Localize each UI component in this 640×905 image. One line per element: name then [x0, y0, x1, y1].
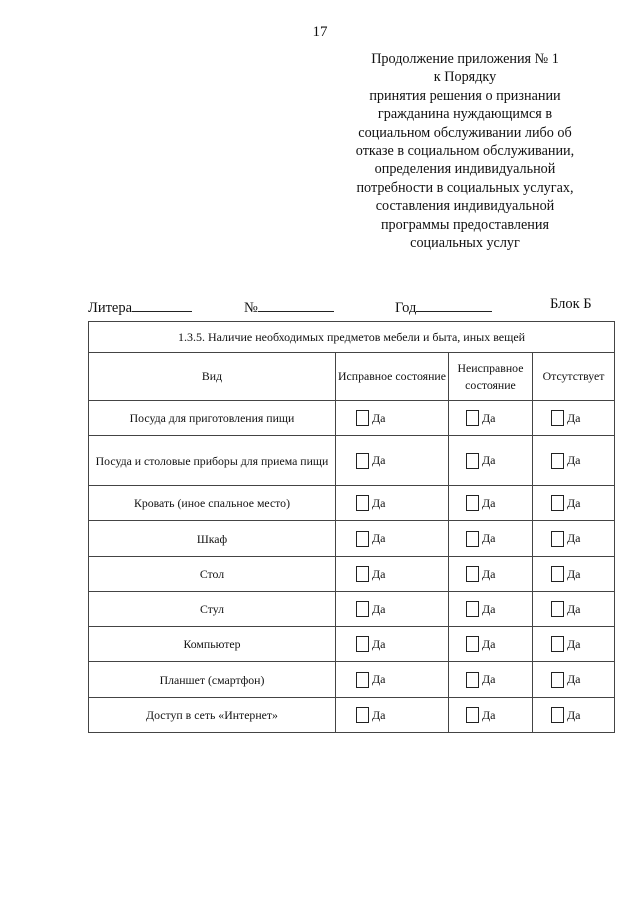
working-checkbox[interactable] — [356, 707, 369, 723]
table-row — [89, 592, 615, 627]
working-checkbox[interactable] — [356, 636, 369, 652]
checkbox-label: Да — [372, 636, 386, 651]
checkbox-label: Да — [482, 636, 496, 651]
checkbox-label: Да — [567, 453, 581, 467]
broken-option[interactable] — [449, 453, 532, 469]
absent-checkbox[interactable] — [551, 672, 564, 688]
cell-broken — [449, 557, 533, 592]
column-header-working: Исправное состояние — [336, 353, 449, 401]
working-option[interactable] — [336, 410, 448, 426]
absent-checkbox[interactable] — [551, 495, 564, 511]
row-item-name: Компьютер — [89, 627, 336, 662]
cell-working — [336, 521, 449, 557]
broken-option[interactable] — [449, 601, 532, 617]
cell-absent — [533, 557, 615, 592]
appendix-line: отказе в социальном обслуживании, — [355, 143, 575, 160]
column-header-kind: Вид — [89, 353, 336, 401]
appendix-line: социальном обслуживании либо об — [358, 124, 572, 141]
broken-checkbox[interactable] — [466, 707, 479, 723]
appendix-line: гражданина нуждающимся в — [377, 106, 553, 123]
cell-working — [336, 662, 449, 698]
checkbox-label: Да — [567, 672, 581, 686]
absent-option[interactable] — [533, 495, 614, 511]
page-number: 17 — [312, 24, 328, 40]
checkbox-label: Да — [482, 531, 496, 545]
table-row — [89, 698, 615, 733]
checkbox-label: Да — [372, 566, 386, 581]
working-option[interactable] — [336, 636, 448, 652]
checkbox-label: Да — [372, 495, 386, 510]
cell-working — [336, 557, 449, 592]
cell-broken — [449, 486, 533, 521]
absent-option[interactable] — [533, 453, 614, 469]
column-header-broken: Неисправное состояние — [449, 353, 533, 401]
working-checkbox[interactable] — [356, 453, 369, 469]
absent-option[interactable] — [533, 410, 614, 426]
cell-working — [336, 627, 449, 662]
appendix-line: потребности в социальных услугах, — [356, 179, 574, 196]
section-title: 1.3.5. Наличие необходимых предметов мебели и быта, иных вещей — [89, 322, 615, 353]
appendix-line: принятия решения о признании — [369, 87, 561, 104]
absent-checkbox[interactable] — [551, 636, 564, 652]
working-option[interactable] — [336, 531, 448, 547]
absent-checkbox[interactable] — [551, 410, 564, 426]
row-item-name: Посуда для приготовления пищи — [89, 401, 336, 436]
cell-broken — [449, 662, 533, 698]
cell-broken — [449, 436, 533, 486]
broken-checkbox[interactable] — [466, 495, 479, 511]
cell-working — [336, 698, 449, 733]
broken-option[interactable] — [449, 636, 532, 652]
checkbox-label: Да — [567, 707, 581, 722]
checkbox-label: Да — [482, 707, 496, 722]
checkbox-label: Да — [567, 410, 581, 425]
cell-absent — [533, 521, 615, 557]
cell-absent — [533, 662, 615, 698]
checkbox-label: Да — [482, 495, 496, 510]
working-checkbox[interactable] — [356, 672, 369, 688]
broken-checkbox[interactable] — [466, 672, 479, 688]
cell-working — [336, 436, 449, 486]
number-field[interactable] — [244, 296, 334, 317]
checkbox-label: Да — [567, 601, 581, 616]
table-row — [89, 401, 615, 436]
broken-checkbox[interactable] — [466, 636, 479, 652]
table-row — [89, 521, 615, 557]
working-option[interactable] — [336, 672, 448, 688]
absent-option[interactable] — [533, 566, 614, 582]
number-blank[interactable] — [258, 296, 334, 312]
checkbox-label: Да — [567, 495, 581, 510]
litera-field[interactable] — [88, 296, 192, 317]
appendix-line: социальных услуг — [410, 235, 520, 252]
checkbox-label: Да — [372, 672, 386, 686]
broken-option[interactable] — [449, 410, 532, 426]
broken-option[interactable] — [449, 672, 532, 688]
broken-option[interactable] — [449, 495, 532, 511]
furniture-items-table — [88, 321, 615, 733]
working-option[interactable] — [336, 707, 448, 723]
row-item-name: Доступ в сеть «Интернет» — [89, 698, 336, 733]
checkbox-label: Да — [482, 566, 496, 581]
year-blank[interactable] — [416, 296, 492, 312]
working-option[interactable] — [336, 495, 448, 511]
absent-checkbox[interactable] — [551, 531, 564, 547]
checkbox-label: Да — [372, 707, 386, 722]
cell-absent — [533, 401, 615, 436]
working-option[interactable] — [336, 566, 448, 582]
broken-checkbox[interactable] — [466, 531, 479, 547]
broken-option[interactable] — [449, 566, 532, 582]
absent-checkbox[interactable] — [551, 707, 564, 723]
cell-broken — [449, 592, 533, 627]
cell-absent — [533, 698, 615, 733]
checkbox-label: Да — [567, 636, 581, 651]
checkbox-label: Да — [372, 453, 386, 467]
absent-option[interactable] — [533, 601, 614, 617]
checkbox-label: Да — [482, 410, 496, 425]
table-row — [89, 662, 615, 698]
working-option[interactable] — [336, 453, 448, 469]
cell-broken — [449, 401, 533, 436]
broken-checkbox[interactable] — [466, 601, 479, 617]
checkbox-label: Да — [567, 566, 581, 581]
checkbox-label: Да — [482, 453, 496, 467]
checkbox-label: Да — [372, 531, 386, 545]
working-checkbox[interactable] — [356, 566, 369, 582]
litera-label: Литера — [88, 300, 133, 316]
number-label: № — [244, 300, 258, 316]
cell-broken — [449, 521, 533, 557]
cell-working — [336, 486, 449, 521]
table-row — [89, 486, 615, 521]
cell-working — [336, 401, 449, 436]
year-field[interactable] — [395, 296, 492, 317]
table-row — [89, 557, 615, 592]
row-item-name: Кровать (иное спальное место) — [89, 486, 336, 521]
broken-option[interactable] — [449, 707, 532, 723]
absent-option[interactable] — [533, 636, 614, 652]
cell-working — [336, 592, 449, 627]
absent-checkbox[interactable] — [551, 566, 564, 582]
absent-checkbox[interactable] — [551, 453, 564, 469]
working-checkbox[interactable] — [356, 601, 369, 617]
appendix-line: к Порядку — [433, 69, 497, 86]
cell-absent — [533, 592, 615, 627]
appendix-line: Продолжение приложения № 1 — [371, 51, 559, 67]
checkbox-label: Да — [482, 601, 496, 616]
broken-checkbox[interactable] — [466, 566, 479, 582]
table-row — [89, 436, 615, 486]
absent-option[interactable] — [533, 531, 614, 547]
table-body — [89, 401, 615, 733]
row-item-name: Шкаф — [89, 521, 336, 557]
cell-broken — [449, 627, 533, 662]
appendix-reference — [330, 50, 600, 252]
cell-absent — [533, 486, 615, 521]
checkbox-label: Да — [372, 601, 386, 616]
cell-absent — [533, 627, 615, 662]
cell-broken — [449, 698, 533, 733]
checkbox-label: Да — [567, 531, 581, 545]
appendix-line: составления индивидуальной — [375, 198, 555, 215]
absent-option[interactable] — [533, 707, 614, 723]
litera-blank[interactable] — [132, 296, 192, 312]
working-checkbox[interactable] — [356, 495, 369, 511]
working-option[interactable] — [336, 601, 448, 617]
broken-checkbox[interactable] — [466, 410, 479, 426]
absent-option[interactable] — [533, 672, 614, 688]
working-checkbox[interactable] — [356, 531, 369, 547]
block-label: Блок Б — [550, 296, 592, 312]
checkbox-label: Да — [482, 672, 496, 686]
year-label: Год — [395, 300, 417, 316]
table-row — [89, 627, 615, 662]
row-item-name: Стул — [89, 592, 336, 627]
row-item-name: Стол — [89, 557, 336, 592]
checkbox-label: Да — [372, 410, 386, 425]
column-header-absent: Отсутствует — [533, 353, 615, 401]
appendix-line: определения индивидуальной — [374, 161, 556, 178]
cell-absent — [533, 436, 615, 486]
appendix-line: программы предоставления — [380, 216, 550, 233]
working-checkbox[interactable] — [356, 410, 369, 426]
row-item-name: Планшет (смартфон) — [89, 662, 336, 698]
absent-checkbox[interactable] — [551, 601, 564, 617]
row-item-name: Посуда и столовые приборы для приема пищи — [89, 436, 336, 486]
broken-checkbox[interactable] — [466, 453, 479, 469]
broken-option[interactable] — [449, 531, 532, 547]
form-header-fields — [88, 296, 602, 316]
